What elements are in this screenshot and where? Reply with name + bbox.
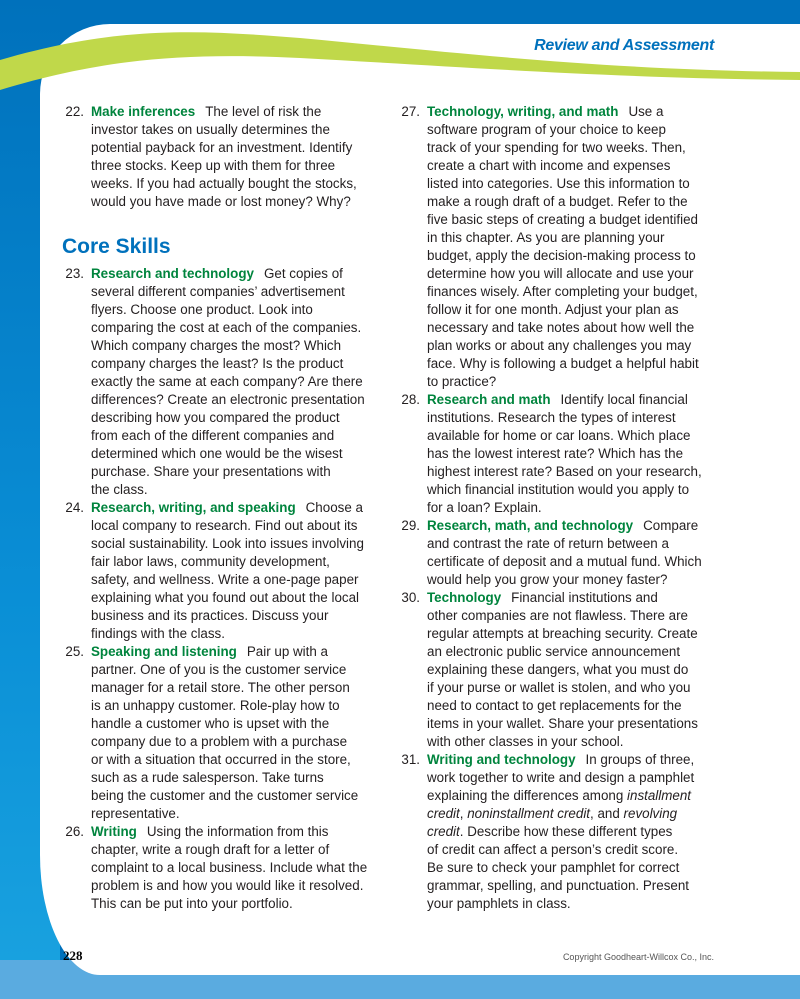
text-line <box>427 211 718 229</box>
line-text: revolving <box>623 806 678 821</box>
text-line <box>91 427 382 445</box>
question-heading: Research, math, and technology <box>427 518 634 533</box>
text-line <box>427 103 718 121</box>
line-text: flyers. Choose one product. Look into <box>91 302 313 317</box>
question-heading: Research and math <box>427 392 551 407</box>
text-line <box>427 283 718 301</box>
line-text: Choose a <box>305 500 363 515</box>
line-text: fair labor laws, community development, <box>91 554 330 569</box>
line-text: weeks. If you had actually bought the stocks, <box>91 176 357 191</box>
text-line <box>427 805 718 823</box>
question-heading: Technology, writing, and math <box>427 104 619 119</box>
text-line <box>427 553 718 571</box>
line-text: of credit can affect a person’s credit score. <box>427 842 679 857</box>
line-text: findings with the class. <box>91 626 225 641</box>
text-line <box>427 499 718 517</box>
line-text: local company to research. Find out about its <box>91 518 358 533</box>
copyright: Copyright Goodheart-Willcox Co., Inc. <box>562 952 714 962</box>
line-text: investor takes on usually determines the <box>91 122 330 137</box>
line-text: would you have made or lost money? Why? <box>91 194 351 209</box>
text-line <box>427 355 718 373</box>
line-text: has the lowest interest rate? Which has the <box>427 446 684 461</box>
text-line <box>91 859 382 877</box>
line-text: highest interest rate? Based on your research, <box>427 464 702 479</box>
text-line <box>91 481 382 499</box>
page-number: 228 <box>63 948 83 963</box>
text-line <box>427 157 718 175</box>
line-text: problem is and how you would like it resolved. <box>91 878 364 893</box>
line-text: . Describe how these different types <box>459 824 673 839</box>
text-line <box>427 877 718 895</box>
line-text: Using the information from this <box>146 824 329 839</box>
line-text: purchase. Share your presentations with <box>91 464 331 479</box>
text-line <box>427 193 718 211</box>
question-item <box>62 103 382 211</box>
line-text: explaining what you found out about the local <box>91 590 360 605</box>
text-line <box>91 697 382 715</box>
line-text: from each of the different companies and <box>91 428 335 443</box>
line-text: work together to write and design a pamphlet <box>427 770 695 785</box>
text-line <box>91 103 382 121</box>
question-item <box>62 823 382 913</box>
text-line <box>427 319 718 337</box>
text-line <box>91 265 382 283</box>
line-text: or with a situation that occurred in the store, <box>91 752 351 767</box>
text-line <box>427 823 718 841</box>
question-number: 22. <box>65 104 84 119</box>
text-line <box>427 841 718 859</box>
text-line <box>427 895 718 913</box>
text-line <box>91 553 382 571</box>
text-line <box>427 589 718 607</box>
text-line <box>91 319 382 337</box>
question-item <box>398 391 718 517</box>
text-line <box>91 373 382 391</box>
line-text: being the customer and the customer service <box>91 788 359 803</box>
line-text: grammar, spelling, and punctuation. Present <box>427 878 690 893</box>
line-text: for a loan? Explain. <box>427 500 542 515</box>
text-line <box>427 247 718 265</box>
text-line <box>91 139 382 157</box>
question-number: 26. <box>65 824 84 839</box>
line-text: available for home or car loans. Which place <box>427 428 691 443</box>
line-text: explaining these dangers, what you must do <box>427 662 689 677</box>
line-text: installment <box>627 788 692 803</box>
text-line <box>427 679 718 697</box>
line-text: items in your wallet. Share your presentations <box>427 716 698 731</box>
text-line <box>91 769 382 787</box>
text-line <box>427 517 718 535</box>
text-line <box>91 535 382 553</box>
line-text: partner. One of you is the customer service <box>91 662 347 677</box>
question-heading: Research and technology <box>91 266 254 281</box>
question-number: 28. <box>401 392 420 407</box>
line-text: Pair up with a <box>246 644 328 659</box>
text-line <box>91 895 382 913</box>
question-heading: Writing and technology <box>427 752 576 767</box>
text-line <box>427 571 718 589</box>
text-line <box>91 463 382 481</box>
question-number: 27. <box>401 104 420 119</box>
text-line <box>427 607 718 625</box>
line-text: comparing the cost at each of the companies. <box>91 320 362 335</box>
line-text: need to contact to get replacements for the <box>427 698 682 713</box>
text-line <box>91 121 382 139</box>
line-text: Financial institutions and <box>511 590 658 605</box>
line-text: to practice? <box>427 374 497 389</box>
text-line <box>91 409 382 427</box>
text-line <box>91 877 382 895</box>
line-text: credit <box>427 824 460 839</box>
text-line <box>91 589 382 607</box>
line-text: , <box>459 806 468 821</box>
line-text: plan works or about any challenges you may <box>427 338 692 353</box>
text-line <box>427 733 718 751</box>
text-line <box>91 733 382 751</box>
question-heading: Writing <box>91 824 137 839</box>
line-text: exactly the same at each company? Are there <box>91 374 363 389</box>
line-text: potential payback for an investment. Identify <box>91 140 353 155</box>
question-item <box>62 643 382 823</box>
line-text: the class. <box>91 482 148 497</box>
text-line <box>91 643 382 661</box>
question-item <box>62 499 382 643</box>
text-line <box>427 139 718 157</box>
running-header: Review and Assessment <box>534 37 714 54</box>
text-line <box>427 337 718 355</box>
text-line <box>91 175 382 193</box>
line-text: several different companies’ advertisement <box>91 284 345 299</box>
text-line <box>427 643 718 661</box>
line-text: Be sure to check your pamphlet for correct <box>427 860 680 875</box>
line-text: differences? Create an electronic presentation <box>91 392 365 407</box>
line-text: , and <box>590 806 624 821</box>
line-text: explaining the differences among <box>427 788 628 803</box>
line-text: track of your spending for two weeks. Then, <box>427 140 686 155</box>
line-text: Get copies of <box>263 266 343 281</box>
line-text: manager for a retail store. The other person <box>91 680 350 695</box>
text-line <box>91 445 382 463</box>
text-line <box>91 517 382 535</box>
line-text: listed into categories. Use this information to <box>427 176 690 191</box>
text-line <box>427 697 718 715</box>
text-line <box>427 265 718 283</box>
text-line <box>91 337 382 355</box>
line-text: safety, and wellness. Write a one-page paper <box>91 572 359 587</box>
text-line <box>427 481 718 499</box>
line-text: would help you grow your money faster? <box>427 572 668 587</box>
text-line <box>91 787 382 805</box>
text-line <box>91 571 382 589</box>
line-text: Compare <box>643 518 699 533</box>
line-text: determine how you will allocate and use your <box>427 266 694 281</box>
text-line <box>427 373 718 391</box>
text-line <box>427 391 718 409</box>
line-text: make a rough draft of a budget. Refer to the <box>427 194 688 209</box>
question-heading: Make inferences <box>91 104 196 119</box>
text-line <box>427 625 718 643</box>
line-text: chapter, write a rough draft for a letter of <box>91 842 330 857</box>
text-line <box>91 301 382 319</box>
line-text: Which company charges the most? Which <box>91 338 342 353</box>
line-text: regular attempts at breaching security. Create <box>427 626 698 641</box>
line-text: five basic steps of creating a budget identified <box>427 212 698 227</box>
text-line <box>427 229 718 247</box>
question-heading: Research, writing, and speaking <box>91 500 296 515</box>
text-line <box>91 625 382 643</box>
text-line <box>91 661 382 679</box>
line-text: noninstallment credit <box>467 806 591 821</box>
line-text: in this chapter. As you are planning your <box>427 230 665 245</box>
question-item <box>398 517 718 589</box>
line-text: describing how you compared the product <box>91 410 340 425</box>
text-line <box>91 805 382 823</box>
text-line <box>91 391 382 409</box>
text-line <box>427 409 718 427</box>
question-item <box>398 103 718 391</box>
line-text: create a chart with income and expenses <box>427 158 671 173</box>
line-text: three stocks. Keep up with them for three <box>91 158 336 173</box>
line-text: other companies are not flawless. There are <box>427 608 689 623</box>
question-heading: Speaking and listening <box>91 644 237 659</box>
text-line <box>427 535 718 553</box>
line-text: software program of your choice to keep <box>427 122 666 137</box>
line-text: finances wisely. After completing your budget, <box>427 284 698 299</box>
line-text: face. Why is following a budget a helpful habit <box>427 356 699 371</box>
text-line <box>91 823 382 841</box>
line-text: institutions. Research the types of interest <box>427 410 676 425</box>
line-text: certificate of deposit and a mutual fund. Which <box>427 554 702 569</box>
line-text: In groups of three, <box>585 752 695 767</box>
line-text: follow it for one month. Adjust your plan as <box>427 302 679 317</box>
text-line <box>427 661 718 679</box>
line-text: This can be put into your portfolio. <box>91 896 293 911</box>
text-line <box>427 301 718 319</box>
right-column <box>398 103 718 913</box>
line-text: necessary and take notes about how well the <box>427 320 695 335</box>
text-line <box>91 355 382 373</box>
line-text: company due to a problem with a purchase <box>91 734 348 749</box>
question-number: 29. <box>401 518 420 533</box>
line-text: determined which one would be the wisest <box>91 446 343 461</box>
text-line <box>427 787 718 805</box>
line-text: Use a <box>628 104 664 119</box>
text-line <box>427 859 718 877</box>
text-line <box>427 121 718 139</box>
text-line <box>91 679 382 697</box>
text-line <box>91 157 382 175</box>
line-text: which financial institution would you apply to <box>427 482 690 497</box>
left-column <box>62 103 382 913</box>
text-line <box>427 427 718 445</box>
line-text: representative. <box>91 806 180 821</box>
question-number: 31. <box>401 752 420 767</box>
line-text: credit <box>427 806 460 821</box>
line-text: company charges the least? Is the product <box>91 356 344 371</box>
text-line <box>91 283 382 301</box>
text-line <box>91 751 382 769</box>
text-line <box>427 175 718 193</box>
text-line <box>91 499 382 517</box>
text-line <box>91 607 382 625</box>
question-number: 30. <box>401 590 420 605</box>
question-heading: Technology <box>427 590 502 605</box>
line-text: Identify local financial <box>560 392 688 407</box>
line-text: with other classes in your school. <box>427 734 624 749</box>
question-number: 24. <box>65 500 84 515</box>
line-text: social sustainability. Look into issues involving <box>91 536 364 551</box>
text-line <box>91 841 382 859</box>
line-text: budget, apply the decision-making process to <box>427 248 696 263</box>
text-line <box>427 769 718 787</box>
text-line <box>427 463 718 481</box>
question-item <box>398 589 718 751</box>
text-line <box>91 715 382 733</box>
question-item <box>62 265 382 499</box>
question-number: 25. <box>65 644 84 659</box>
line-text: such as a rude salesperson. Take turns <box>91 770 324 785</box>
section-title-core-skills: Core Skills <box>62 235 171 258</box>
line-text: an electronic public service announcement <box>427 644 681 659</box>
text-line <box>427 751 718 769</box>
text-line <box>427 445 718 463</box>
question-number: 23. <box>65 266 84 281</box>
line-text: The level of risk the <box>205 104 322 119</box>
line-text: complaint to a local business. Include what the <box>91 860 368 875</box>
line-text: is an unhappy customer. Role-play how to <box>91 698 340 713</box>
line-text: handle a customer who is upset with the <box>91 716 330 731</box>
line-text: your pamphlets in class. <box>427 896 571 911</box>
line-text: if your purse or wallet is stolen, and who you <box>427 680 691 695</box>
line-text: business and its practices. Discuss your <box>91 608 329 623</box>
text-line <box>91 193 382 211</box>
text-line <box>427 715 718 733</box>
question-item <box>398 751 718 913</box>
line-text: and contrast the rate of return between a <box>427 536 669 551</box>
